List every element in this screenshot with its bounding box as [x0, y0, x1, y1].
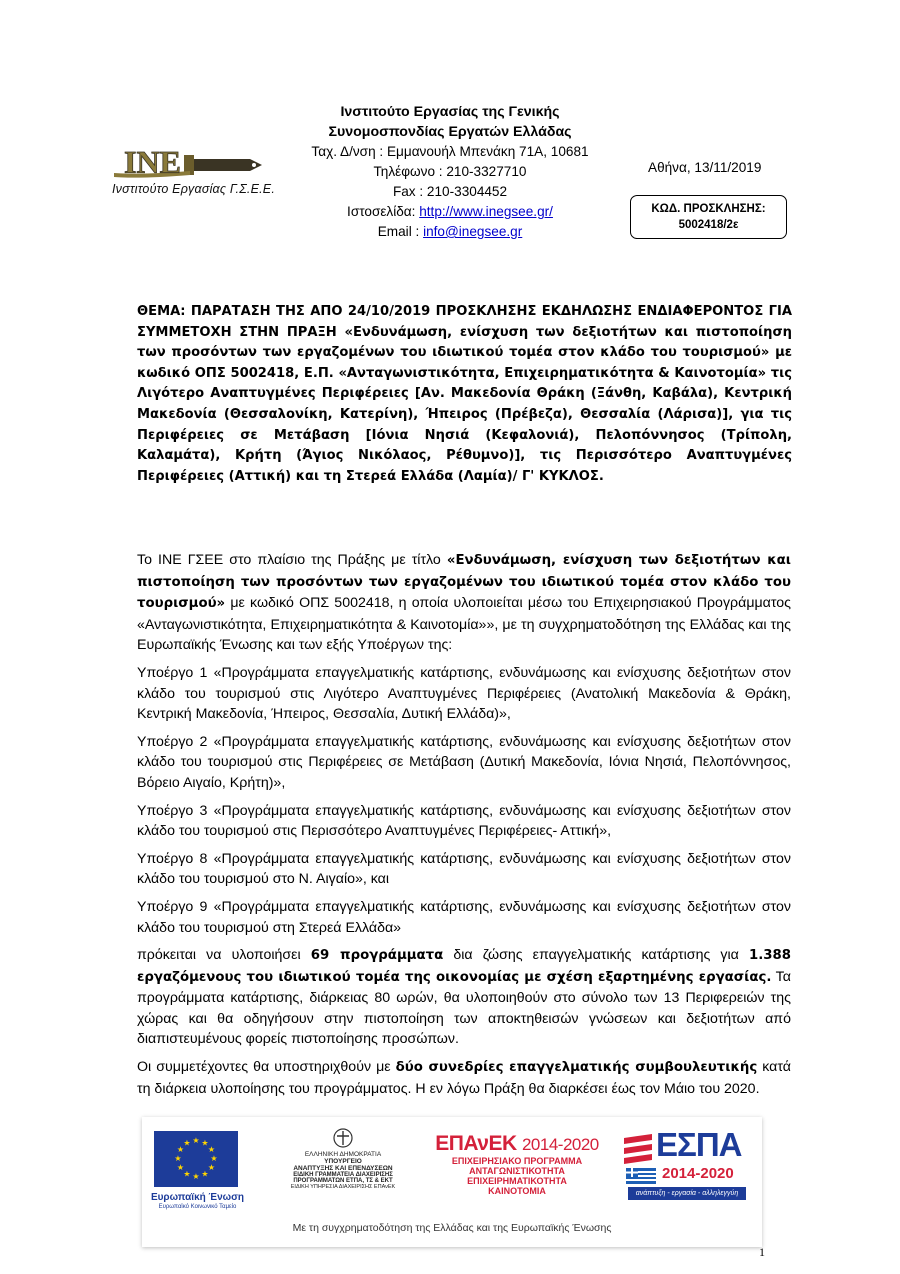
programs-paragraph [137, 945, 791, 1050]
special-secretariat-line1: ΕΙΔΙΚΗ ΓΡΑΜΜΑΤΕΙΑ ΔΙΑΧΕΙΡΙΣΗΣ [293, 1172, 393, 1178]
espa-tagline: ανάπτυξη - εργασία - αλληλεγγύη [628, 1187, 746, 1200]
ministry-name: ΑΝΑΠΤΥΞΗΣ ΚΑΙ ΕΠΕΝΔΥΣΕΩΝ [293, 1165, 393, 1172]
espa-word: ΕΣΠΑ [656, 1126, 742, 1163]
subproject-item: Υποέργο 3 «Προγράμματα επαγγελματικής κατάρτισης, ενδυνάμωσης και ενίσχυσης δεξιοτήτων στον κλάδο του τουρισμού στις Περισσότερο Αναπτυγμένες Περιφέρειες- Αττική», [137, 802, 791, 840]
managing-authority-label: ΕΙΔΙΚΗ ΥΠΗΡΕΣΙΑ ΔΙΑΧΕΙΡΙΣΗΣ ΕΠΑνΕΚ [290, 1184, 396, 1190]
org-phone: Τηλέφωνο : 210-3327710 [373, 164, 527, 179]
counsel-text-1: Οι συμμετέχοντες θα υποστηριχθούν με [137, 1059, 396, 1076]
website-label: Ιστοσελίδα: [347, 204, 420, 219]
greek-flag-icon [626, 1168, 656, 1184]
intro-text-pre: Το ΙΝΕ ΓΣΕΕ στο πλαίσιο της Πράξης με τίτλο [137, 552, 447, 568]
ministry-label: ΥΠΟΥΡΓΕΙΟ [324, 1158, 362, 1165]
subproject-item: Υποέργο 1 «Προγράμματα επαγγελματικής κατάρτισης, ενδυνάμωσης και ενίσχυσης δεξιοτήτων στον κλάδο του τουρισμού στις Λιγότερο Αναπτυγμένες Περιφέρειες (Ανατολική Μακεδονία & Θράκη, Κεντρική Μακεδονία, Ήπειρος, Θεσσαλία, Δυτική Ελλάδα)», [137, 664, 791, 723]
svg-text:★: ★ [176, 1145, 185, 1154]
org-name-line2: Συνομοσπονδίας Εργατών Ελλάδας [328, 124, 572, 140]
logo-caption: Ινστιτούτο Εργασίας Γ.Σ.Ε.Ε. [112, 182, 276, 196]
body-text [137, 550, 791, 1106]
espa-logo [622, 1128, 747, 1203]
invitation-code-label: ΚΩΔ. ΠΡΟΣΚΛΗΣΗΣ: [651, 203, 766, 215]
organization-info [250, 102, 650, 242]
svg-text:★: ★ [207, 1145, 216, 1154]
invitation-code-value: 5002418/2ε [678, 219, 739, 231]
logo-letters: ΙΝΕ [124, 145, 181, 180]
svg-text:★: ★ [183, 1169, 191, 1179]
svg-text:★: ★ [210, 1154, 218, 1163]
ine-logo [112, 145, 264, 205]
programs-text-3: Τα προγράμματα κατάρτισης, διάρκειας 80 ωρών, θα υλοποιηθούν στο σύνολο των 13 Περιφερειών της χώρας και θα οδηγήσουν στην πιστοποίηση των αποκτηθεισών γνώσεων και δεξιοτήτων από διαπιστευμένους φορείς πιστοποίησης προσώπων. [137, 968, 791, 1048]
svg-text:★: ★ [201, 1169, 209, 1179]
counsel-sessions-bold: δύο συνεδρίες επαγγελματικής συμβουλευτικής [395, 1060, 758, 1076]
org-website-row [250, 202, 650, 222]
participants-bold: 1.388 εργαζόμενους του ιδιωτικού τομέα της οικονομίας με σχέση εξαρτημένης εργασίας. [137, 948, 792, 985]
eu-flag-icon [154, 1131, 238, 1187]
svg-text:★: ★ [192, 1172, 200, 1181]
epanek-line2: ΑΝΤΑΓΩΝΙΣΤΙΚΟΤΗΤΑ [469, 1166, 565, 1176]
org-address: Ταχ. Δ/νση : Εμμανουήλ Μπενάκη 71Α, 10681 [311, 144, 589, 159]
org-name-line1: Ινστιτούτο Εργασίας της Γενικής [340, 104, 560, 120]
svg-text:★: ★ [176, 1163, 185, 1172]
espa-years: 2014-2020 [662, 1165, 734, 1182]
invitation-code-box [630, 195, 787, 239]
svg-text:★: ★ [183, 1138, 191, 1148]
svg-text:★: ★ [174, 1154, 182, 1163]
page-number: 1 [759, 1245, 765, 1259]
epanek-name: ΕΠΑνΕΚ [435, 1132, 517, 1155]
epanek-line3: ΕΠΙΧΕΙΡΗΜΑΤΙΚΟΤΗΤΑ [467, 1176, 567, 1186]
document-date: Αθήνα, 13/11/2019 [648, 160, 762, 175]
eu-fund-label: Ευρωπαϊκό Κοινωνικό Ταμείο [158, 1204, 237, 1210]
subject-paragraph: ΘΕΜΑ: ΠΑΡΑΤΑΣΗ ΤΗΣ ΑΠΟ 24/10/2019 ΠΡΟΣΚΛΗΣΗΣ ΕΚΔΗΛΩΣΗΣ ΕΝΔΙΑΦΕΡΟΝΤΟΣ ΓΙΑ ΣΥΜΜΕΤΟΧΗ ΣΤΗΝ ΠΡΑΞΗ «Ενδυνάμωση, ενίσχυση των δεξιοτήτων και πιστοποίηση των προσόντων των εργαζομένων του ιδιωτικού τομέα στον κλάδο του τουρισμού» με κωδικό ΟΠΣ 5002418, Ε.Π. «Ανταγωνιστικότητα, Επιχειρηματικότητα & Καινοτομία» τις Λιγότερο Αναπτυγμένες Περιφέρειες [Αν. Μακεδονία Θράκη (Ξάνθη, Καβάλα), Κεντρική Μακεδονία (Θεσσαλονίκη, Κατερίνη), Ήπειρος (Πρέβεζα), Θεσσαλία (Λάρισα)], για τις Περιφέρειες σε Μετάβαση [Ιόνια Νησιά (Κεφαλονιά), Πελοπόννησος (Τρίπολη, Καλαμάτα), Κρήτη (Άγιος Νικόλαος, Ρέθυμνο)], τις Περισσότερο Αναπτυγμένες Περιφέρειες (Αττική) και τη Στερεά Ελλάδα (Λαμία)/ Γ' ΚΥΚΛΟΣ. [137, 304, 792, 484]
website-link[interactable]: http://www.inegsee.gr/ [419, 204, 553, 219]
project-title-bold: «Ενδυνάμωση, ενίσχυση των δεξιοτήτων και πιστοποίηση των προσόντων των εργαζομένων του ιδιωτικού τομέα στον κλάδο του τουρισμού» [137, 553, 791, 612]
email-label: Email : [377, 224, 424, 239]
epanek-brand [432, 1132, 602, 1156]
email-link[interactable]: info@inegsee.gr [423, 224, 523, 239]
svg-text:★: ★ [192, 1136, 200, 1145]
greek-ministry-logo [268, 1125, 418, 1190]
subproject-item: Υποέργο 8 «Προγράμματα επαγγελματικής κατάρτισης, ενδυνάμωσης και ενίσχυσης δεξιοτήτων στον κλάδο του τουρισμού στο Ν. Αιγαίο», και [137, 850, 791, 888]
intro-paragraph [137, 550, 791, 656]
counsel-text-2: κατά τη διάρκεια υλοποίησης του προγράμματος. Η εν λόγω Πράξη θα διαρκέσει έως τον Μάιο του 2020. [137, 1059, 791, 1097]
subproject-item: Υποέργο 9 «Προγράμματα επαγγελματικής κατάρτισης, ενδυνάμωσης και ενίσχυσης δεξιοτήτων στον κλάδο του τουρισμού στη Στερεά Ελλάδα» [137, 898, 791, 936]
epanek-years: 2014-2020 [521, 1135, 599, 1154]
counseling-paragraph [137, 1057, 791, 1099]
espa-stripes-icon [622, 1132, 656, 1172]
svg-text:★: ★ [201, 1138, 209, 1148]
subproject-item: Υποέργο 2 «Προγράμματα επαγγελματικής κατάρτισης, ενδυνάμωσης και ενίσχυσης δεξιοτήτων στον κλάδο του τουρισμού στις Περιφέρειες σε Μετάβαση (Δυτική Μακεδονία, Ιόνια Νησιά, Πελοπόννησος, Βόρειο Αιγαίο, Κρήτη)», [137, 733, 791, 791]
eu-label: Ευρωπαϊκή Ένωση [150, 1192, 245, 1203]
special-secretariat-line2: ΠΡΟΓΡΑΜΜΑΤΩΝ ΕΤΠΑ, ΤΣ & ΕΚΤ [293, 1178, 393, 1184]
programs-text-1: πρόκειται να υλοποιήσει [137, 947, 311, 964]
intro-text-post: με κωδικό ΟΠΣ 5002418, η οποία υλοποιείται μέσω του Επιχειρησιακού Προγράμματος «Ανταγωνιστικότητα, Επιχειρηματικότητα & Καινοτομία»», με τη συγχρηματοδότηση της Ελλάδας και της Ευρωπαϊκής Ένωσης και των εξής Υποέργων της: [137, 595, 791, 654]
epanek-logo [432, 1132, 602, 1196]
org-email-row [250, 222, 650, 242]
funding-caption: Με τη συγχρηματοδότηση της Ελλάδας και της Ευρωπαϊκής Ένωσης [292, 1222, 612, 1234]
epanek-line1: ΕΠΙΧΕΙΡΗΣΙΑΚΟ ΠΡΟΓΡΑΜΜΑ [451, 1156, 583, 1166]
programs-count-bold: 69 προγράμματα [310, 948, 444, 964]
hellenic-republic-label: ΕΛΛΗΝΙΚΗ ΔΗΜΟΚΡΑΤΙΑ [304, 1151, 382, 1158]
org-fax: Fax : 210-3304452 [392, 184, 508, 199]
epanek-line4: ΚΑΙΝΟΤΟΜΙΑ [488, 1186, 546, 1196]
svg-text:★: ★ [207, 1163, 216, 1172]
hellenic-emblem-icon [332, 1127, 354, 1149]
programs-text-2: δια ζώσης επαγγελματικής κατάρτισης για [443, 947, 749, 964]
